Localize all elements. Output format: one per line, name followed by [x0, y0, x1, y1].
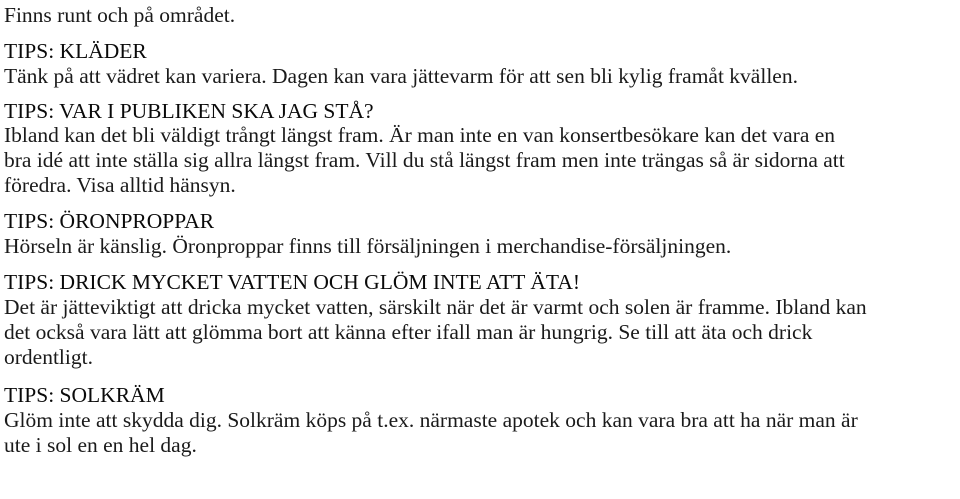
section-text-solkram-line-2: ute i sol en en hel dag.: [4, 433, 197, 457]
section-heading-solkram: TIPS: SOLKRÄM: [4, 383, 165, 407]
section-text-oronproppar: Hörseln är känslig. Öronproppar finns till försäljningen i merchandise-försäljningen.: [4, 234, 732, 258]
section-text-publiken-line-3: föredra. Visa alltid hänsyn.: [4, 173, 236, 197]
section-heading-oronproppar: TIPS: ÖRONPROPPAR: [4, 209, 215, 233]
section-text-vatten-line-1: Det är jätteviktigt att dricka mycket vatten, särskilt när det är varmt och solen är framme. Ibland kan: [4, 295, 867, 319]
section-text-publiken-line-1: Ibland kan det bli väldigt trångt längst fram. Är man inte en van konsertbesökare kan det vara en: [4, 123, 836, 147]
intro-text: Finns runt och på området.: [4, 3, 236, 27]
section-text-vatten-line-3: ordentligt.: [4, 345, 93, 369]
section-text-klader: Tänk på att vädret kan variera. Dagen kan vara jättevarm för att sen bli kylig framåt kvällen.: [4, 64, 798, 88]
section-text-solkram-line-1: Glöm inte att skydda dig. Solkräm köps på t.ex. närmaste apotek och kan vara bra att ha när man är: [4, 408, 858, 432]
section-text-vatten-line-2: det också vara lätt att glömma bort att känna efter ifall man är hungrig. Se till att äta och drick: [4, 320, 813, 344]
section-heading-klader: TIPS: KLÄDER: [4, 39, 147, 63]
section-heading-publiken: TIPS: VAR I PUBLIKEN SKA JAG STÅ?: [4, 99, 374, 123]
section-text-publiken-line-2: bra idé att inte ställa sig allra längst fram. Vill du stå längst fram men inte trängas så är sidorna att: [4, 148, 845, 172]
section-heading-vatten: TIPS: DRICK MYCKET VATTEN OCH GLÖM INTE ATT ÄTA!: [4, 270, 581, 294]
